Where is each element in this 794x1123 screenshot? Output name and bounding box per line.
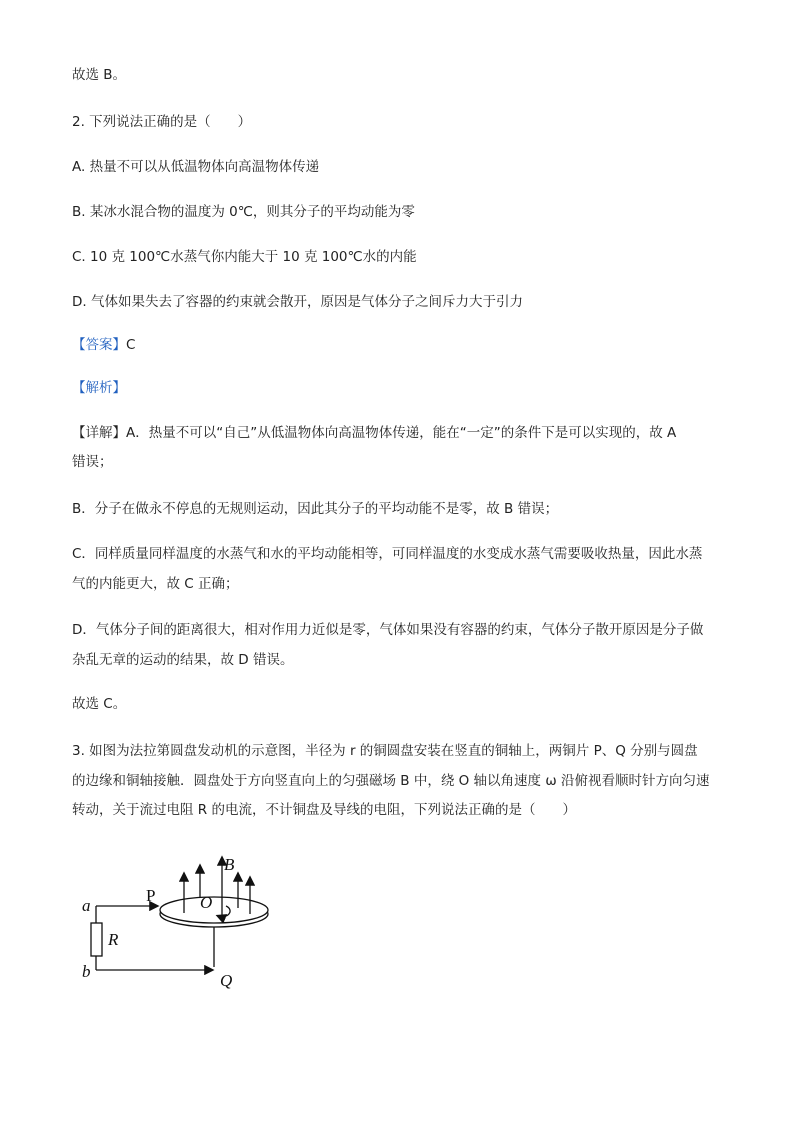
label-Q: Q <box>220 971 233 990</box>
q2-detail-line-5: 气的内能更大，故 C 正确； <box>72 576 239 592</box>
q2-option-b: B. 某冰水混合物的温度为 0℃，则其分子的平均动能为零 <box>72 204 415 220</box>
q3-stem-line-2: 的边缘和铜轴接触．圆盘处于方向竖直向上的匀强磁场 B 中，绕 O 轴以角速度 ω 沿俯视看顺时针方向匀速 <box>72 773 710 789</box>
q2-option-c: C. 10 克 100℃水蒸气你内能大于 10 克 100℃水的内能 <box>72 249 417 265</box>
faraday-disk-diagram <box>72 848 302 998</box>
q2-analysis-tag <box>72 379 126 397</box>
q2-answer <box>72 336 135 354</box>
q2-detail-line-6: D．气体分子间的距离很大，相对作用力近似是零，气体如果没有容器的约束，气体分子散开原因是分子做 <box>72 622 704 638</box>
label-a: a <box>82 896 91 915</box>
q2-option-a: A. 热量不可以从低温物体向高温物体传递 <box>72 159 320 175</box>
detail-tag: 【详解】 <box>72 425 126 441</box>
label-R: R <box>108 930 119 949</box>
answer-tag: 【答案】 <box>72 337 126 353</box>
copper-disk-top <box>160 897 268 923</box>
q2-detail-line-7: 杂乱无章的运动的结果，故 D 错误。 <box>72 652 294 668</box>
detail-text-1: A．热量不可以“自己”从低温物体向高温物体传递，能在“一定”的条件下是可以实现的，故 A <box>126 425 677 441</box>
q2-detail-line-2: 错误； <box>72 454 113 470</box>
prev-conclusion: 故选 B。 <box>72 67 127 83</box>
q2-option-d: D. 气体如果失去了容器的约束就会散开，原因是气体分子之间斥力大于引力 <box>72 294 523 310</box>
analysis-tag: 【解析】 <box>72 380 126 396</box>
q3-stem-line-1: 3. 如图为法拉第圆盘发动机的示意图，半径为 r 的铜圆盘安装在竖直的铜轴上，两铜片 P、Q 分别与圆盘 <box>72 743 698 759</box>
q2-stem: 2. 下列说法正确的是（ ） <box>72 114 252 130</box>
q2-detail-line-1 <box>72 424 676 442</box>
label-O: O <box>200 893 213 912</box>
label-b: b <box>82 962 91 981</box>
q2-detail-line-3: B．分子在做永不停息的无规则运动，因此其分子的平均动能不是零，故 B 错误； <box>72 501 559 517</box>
q3-stem-line-3: 转动，关于流过电阻 R 的电流，不计铜盘及导线的电阻，下列说法正确的是（ ） <box>72 802 576 818</box>
q2-conclusion: 故选 C。 <box>72 696 127 712</box>
answer-value: C <box>126 337 136 353</box>
label-B: B <box>224 855 235 874</box>
resistor <box>91 923 102 956</box>
q2-detail-line-4: C．同样质量同样温度的水蒸气和水的平均动能相等，可同样温度的水变成水蒸气需要吸收热量，因此水蒸 <box>72 546 703 562</box>
label-P: P <box>146 886 156 905</box>
